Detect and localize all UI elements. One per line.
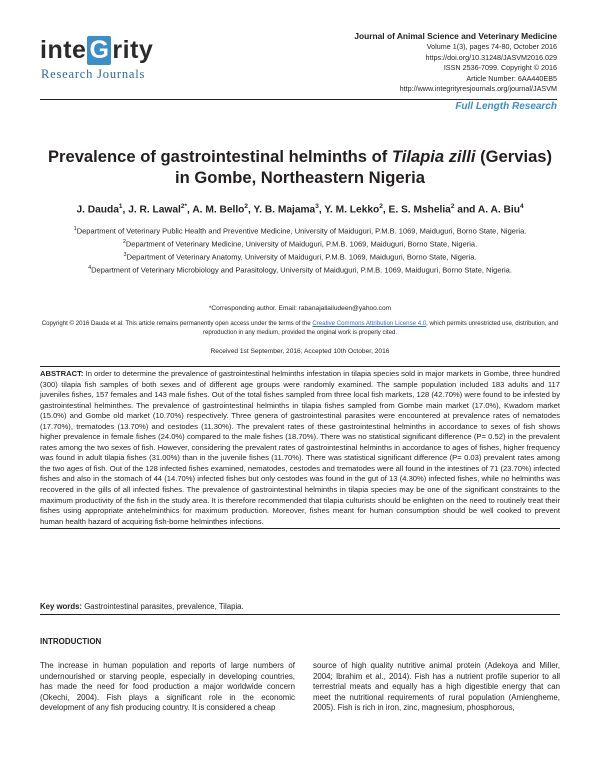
abstract-label: ABSTRACT: [40, 369, 84, 378]
author-separator: , [382, 204, 389, 216]
logo-mark: G [89, 36, 110, 64]
affiliation-text: Department of Veterinary Public Health and Preventive Medicine, University of Maiduguri, P.M.B. 1069, Maiduguri, Borno State, Nigeria. [76, 226, 527, 236]
author-affiliation-marker: 4 [519, 203, 524, 210]
body-column-left: The increase in human population and reports of large numbers of undernourished or starving people, especially in developing countries, has made the need for food production a major worldwide concern (Okechi, 2004). Fish plays a significant role in the economic development of any fish producing country. It is considered a cheap [40, 661, 295, 713]
journal-name: Journal of Animal Science and Veterinary Medicine [354, 31, 557, 41]
affiliation-marker: 2 [122, 238, 126, 245]
author-separator: , [248, 204, 254, 216]
keywords-text: Gastrointestinal parasites, prevalence, Tilapia. [82, 602, 244, 611]
author-affiliation-marker: 2 [450, 203, 455, 210]
affiliation-line [40, 237, 560, 250]
keywords [40, 602, 560, 611]
author-name: E. S. Mshelia [388, 204, 451, 216]
author-affiliation-marker: 2 [244, 203, 249, 210]
section-heading-introduction: INTRODUCTION [40, 637, 102, 646]
logo-word-post: rity [112, 36, 154, 64]
affiliation-marker: 4 [88, 264, 92, 271]
journal-issn: ISSN 2536-7099. Copyright © 2016 [443, 63, 557, 73]
author-affiliation-marker: 2* [180, 203, 188, 210]
copyright-before: Copyright © 2016 Dauda et al. This article remains permanently open access under the terms of the [41, 320, 313, 327]
logo-subtitle: Research Journals [41, 67, 146, 81]
received-dates: Received 1st September, 2016; Accepted 10th October, 2016 [210, 348, 390, 355]
keywords-divider [40, 614, 560, 615]
author-affiliation-marker: 1 [118, 203, 123, 210]
author-name: J. Dauda [76, 204, 119, 216]
abstract-text: In order to determine the prevalence of gastrointestinal helminths infestation in tilapia species sold in major markets in Gombe, three hundred (300) tilapia fish samples of both sexes and of different age groups were randomly examined. The sample population included 183 adults and 117 juveniles fishes, 157 females and 143 male fishes. Out of the total fishes sampled from three local fish markets, 128 (42.70%) were found to be infested by gastrointestinal helminthes. The prevalence of gastrointestinal helminths in tilapia fishes sampled from Gombe main market (17.0%), Kwadom market (15.0%) and Gombe old market (10.70%) respectively. Three genera of gastrointestinal parasites were encountered at prevalence rates of nematodes (17.70%), trematodes (13.70%) and cestodes (11.30%). The prevalent rates of these gastrointestinal helminths in accordance to sexes of fish shows higher prevalence in female fishes (24.0%) compared to the male fishes (18.70%). There was no statistical significant difference (P= 0.52) in the prevalent rates among the two sexes of fish. However, considering the prevalent rates of gastrointestinal helminths in accordance to ages of fishes, higher frequency was found in adult tilapia fishes (31.00%) than in the juvenile fishes (11.70%). There was statistical significant difference (P= 0.03) prevalent rates among the two ages of fish. Out of the 128 infected fishes examined, nematodes, cestodes and trematodes were all found in the intestines of 71 (23.70%) infected fishes and also in the stomach of 44 (14.70%) infected fishes but only cestodes was found in the gut of 13 (4.30%) infected fishes, while no helminths was recovered in the gills of all infected fishes. The prevalence of gastrointestinal helminths in tilapia species may be one of the significant constraints to the maximum productivity of the fish in the study area. It is therefore recommended that tilapia culturists should be enlighten on the need to routinely treat their fishes using appropriate antehelminthics for maximum production. Moreover, fishes meant for human consumption should be well cooked to prevent human health hazard of acquiring fish-borne helminthes infections. [40, 369, 560, 526]
journal-volume: Volume 1(3), pages 74-80, October 2016 [426, 42, 557, 51]
article-number: Article Number: 6AA440EB5 [466, 73, 557, 83]
article-title [40, 146, 560, 188]
author-separator: , [122, 204, 129, 216]
title-part2: (Gervias) in Gombe, Northeastern Nigeria [175, 147, 553, 187]
header-divider [40, 99, 557, 100]
journal-doi[interactable]: https://doi.org/10.31248/JASVM2016.029 [425, 52, 557, 62]
body-column-right: source of high quality nutritive animal protein (Adekoya and Miller, 2004; Ibrahim et al., 2014). Fish has a nutrient profile superior to all terrestrial meats and equally has a high digestible energy that can meet the nutritional requirements of rural population (Amiengheme, 2005). Fish is rich in iron, zinc, magnesium, phosphorous, [313, 661, 560, 713]
title-species: Tilapia zilli [391, 147, 476, 166]
keywords-label: Key words: [40, 602, 83, 611]
affiliations [40, 224, 560, 276]
article-category: Full Length Research [455, 101, 557, 112]
affiliation-text: Department of Veterinary Medicine, University of Maiduguri, P.M.B. 1069, Maiduguri, Borno State, Nigeria. [125, 239, 478, 249]
author-affiliation-marker: 2 [379, 203, 383, 210]
affiliation-line [40, 224, 560, 237]
abstract [40, 369, 560, 527]
affiliation-line [40, 263, 560, 276]
author-list [30, 203, 570, 215]
affiliation-text: Department of Veterinary Microbiology and Parasitology, University of Maiduguri, P.M.B. 1069, Maiduguri, Borno State, Nigeria. [91, 265, 512, 275]
author-name: Y. B. Majama [253, 204, 316, 216]
journal-url[interactable]: http://www.integrityresjournals.org/journal/JASVM [399, 84, 557, 94]
affiliation-marker: 1 [73, 226, 77, 232]
logo-wordmark [40, 36, 153, 65]
title-part1: Prevalence of gastrointestinal helminths of [47, 147, 392, 166]
author-name: A. M. Bello [192, 204, 245, 216]
license-link[interactable]: Creative Commons Attribution License 4.0 [312, 320, 427, 327]
author-separator: , [187, 204, 193, 216]
corresponding-author: *Corresponding author. Email: rabanajallailudeen@yahoo.com [208, 305, 392, 312]
copyright-notice [40, 320, 560, 337]
author-affiliation-marker: 3 [315, 203, 319, 210]
copyright-after: , which permits unrestricted use, distribution, and reproduction in any medium, provided the original work is properly cited. [202, 320, 559, 336]
author-name: Y. M. Lekko [324, 204, 380, 216]
affiliation-marker: 3 [123, 251, 127, 258]
abstract-box [40, 366, 560, 529]
affiliation-line [40, 250, 560, 263]
author-name: J. R. Lawal [128, 204, 181, 216]
author-separator: and [454, 204, 478, 216]
author-separator: , [318, 204, 325, 216]
logo-word-pre: inte [40, 36, 87, 64]
affiliation-text: Department of Veterinary Anatomy, University of Maiduguri, P.M.B. 1069, Maiduguri, Borno State, Nigeria. [126, 252, 477, 262]
author-name: A. A. Biu [477, 204, 520, 216]
journal-info [354, 30, 557, 95]
publisher-logo [40, 36, 180, 86]
